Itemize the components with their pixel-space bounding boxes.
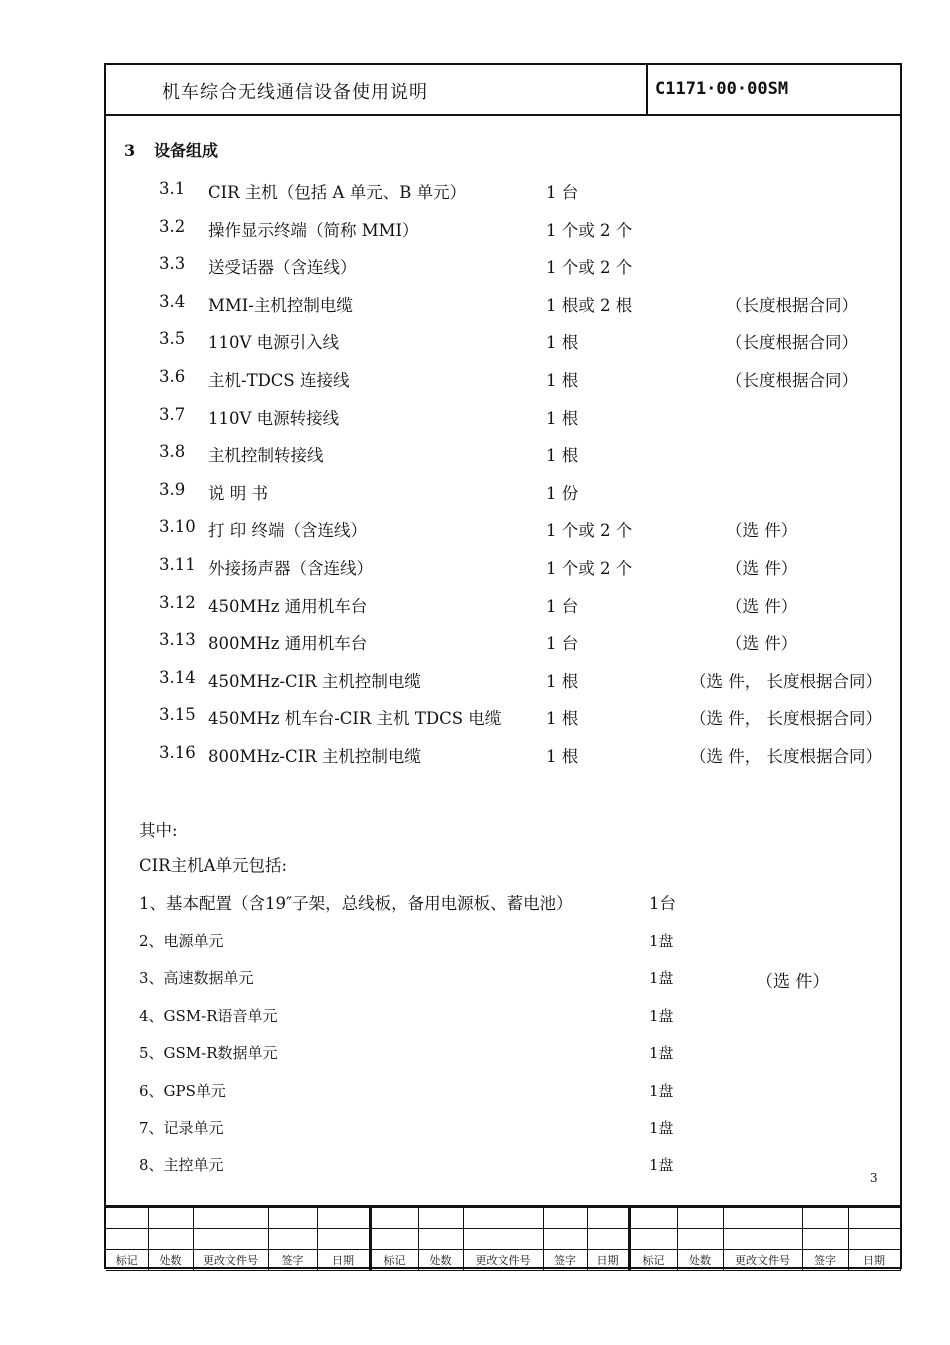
equipment-item: [106, 254, 900, 278]
item-number: 3.12: [159, 592, 196, 612]
item-note: （选 件， 长度根据合同）: [690, 747, 882, 766]
item-number: 3.11: [159, 555, 196, 574]
equipment-item: [106, 442, 900, 466]
revision-label: 签字: [268, 1250, 317, 1271]
equipment-item: [106, 367, 900, 391]
document-code: C1171·00·00SM: [655, 79, 789, 99]
item-note: （选 件， 长度根据合同）: [690, 671, 882, 691]
component-name: 6、GPS单元: [139, 1081, 226, 1100]
item-number: 3.4: [159, 291, 186, 311]
item-quantity: 1 根或 2 根: [546, 295, 633, 315]
revision-label: 处数: [677, 1250, 723, 1271]
item-number: 3.5: [159, 329, 186, 349]
item-name: CIR 主机（包括 A 单元、B 单元）: [208, 183, 467, 202]
base-config-qty: 1台: [649, 894, 676, 913]
item-number: 3.7: [159, 404, 186, 424]
revision-label: 标记: [106, 1250, 148, 1271]
revision-label: 处数: [148, 1250, 193, 1271]
equipment-item: [106, 743, 900, 767]
item-quantity: 1 个或 2 个: [546, 220, 633, 240]
item-quantity: 1 份: [546, 483, 579, 503]
item-quantity: 1 台: [546, 634, 579, 654]
page-number: 3: [870, 1171, 878, 1185]
item-quantity: 1 台: [546, 183, 579, 202]
revision-label: 日期: [317, 1250, 370, 1271]
component-name: 7、记录单元: [139, 1119, 224, 1137]
item-quantity: 1 根: [546, 747, 579, 766]
component-item: [106, 967, 900, 993]
item-quantity: 1 根: [546, 446, 579, 466]
item-quantity: 1 根: [546, 408, 579, 428]
component-quantity: 1盘: [649, 1081, 674, 1100]
item-note: （长度根据合同）: [726, 371, 858, 390]
item-note: （选 件）: [726, 559, 798, 578]
revision-label-row: [106, 1250, 900, 1271]
component-item: [106, 1154, 900, 1176]
item-name: 主机-TDCS 连接线: [208, 371, 350, 390]
revision-label: 更改文件号: [193, 1250, 268, 1271]
item-note: （长度根据合同）: [726, 333, 858, 353]
item-name: 送受话器（含连线）: [208, 258, 357, 278]
item-name: 操作显示终端（简称 MMI）: [208, 220, 419, 240]
equipment-item: [106, 630, 900, 654]
document-title: 机车综合无线通信设备使用说明: [162, 82, 428, 103]
item-number: 3.14: [159, 667, 196, 687]
revision-label: 标记: [370, 1250, 418, 1271]
item-name: 打 印 终端（含连线）: [208, 521, 367, 541]
item-number: 3.13: [159, 630, 196, 650]
item-quantity: 1 个或 2 个: [546, 258, 633, 278]
sub-heading: CIR主机A单元包括:: [139, 856, 288, 875]
item-quantity: 1 根: [546, 371, 579, 390]
item-number: 3.16: [159, 743, 196, 762]
item-note: （选 件）: [726, 596, 798, 616]
item-name: 450MHz 机车台-CIR 主机 TDCS 电缆: [208, 709, 502, 729]
item-number: 3.15: [159, 705, 196, 725]
equipment-item: [106, 217, 900, 241]
revision-label: 更改文件号: [463, 1250, 543, 1271]
component-item: [106, 1117, 900, 1139]
revision-label: 签字: [802, 1250, 848, 1271]
revision-row: [106, 1229, 900, 1250]
component-name: 2、电源单元: [139, 932, 224, 950]
revision-label: 标记: [629, 1250, 677, 1271]
component-name: 8、主控单元: [139, 1156, 224, 1175]
item-number: 3.2: [159, 216, 186, 236]
item-name: MMI-主机控制电缆: [208, 295, 353, 315]
equipment-item: [106, 705, 900, 729]
item-name: 外接扬声器（含连线）: [208, 559, 373, 578]
sub-intro: 其中:: [139, 821, 178, 840]
base-config-line: 1、基本配置（含19″子架，总线板，备用电源板、蓄电池）: [139, 894, 573, 913]
header-divider: [646, 65, 648, 114]
item-note: （选 件）: [726, 521, 798, 541]
item-name: 主机控制转接线: [208, 446, 324, 466]
equipment-item: [106, 480, 900, 504]
section-heading: [124, 138, 218, 161]
equipment-item: [106, 292, 900, 316]
item-number: 3.3: [159, 254, 186, 274]
item-name: 800MHz 通用机车台: [208, 634, 368, 654]
equipment-item: [106, 593, 900, 617]
component-quantity: 1盘: [649, 1156, 674, 1175]
component-quantity: 1盘: [649, 932, 674, 950]
item-quantity: 1 台: [546, 596, 579, 616]
item-quantity: 1 个或 2 个: [546, 521, 633, 541]
item-number: 3.6: [159, 367, 186, 386]
component-quantity: 1盘: [649, 1006, 674, 1025]
section-title: 设备组成: [154, 141, 219, 160]
item-quantity: 1 根: [546, 709, 579, 729]
item-number: 3.9: [159, 479, 186, 499]
equipment-item: [106, 179, 900, 203]
item-quantity: 1 个或 2 个: [546, 559, 633, 578]
item-quantity: 1 根: [546, 671, 579, 691]
item-number: 3.8: [159, 442, 186, 462]
document-frame: [104, 63, 902, 1269]
revision-row: [106, 1208, 900, 1229]
component-quantity: 1盘: [649, 1119, 674, 1137]
section-number: 3: [124, 141, 136, 160]
item-number: 3.1: [159, 179, 186, 198]
item-note: （长度根据合同）: [726, 295, 858, 315]
component-quantity: 1盘: [649, 969, 674, 988]
item-number: 3.10: [159, 517, 196, 537]
revision-label: 更改文件号: [723, 1250, 802, 1271]
item-quantity: 1 根: [546, 333, 579, 353]
revision-table: [106, 1205, 900, 1269]
component-name: 5、GSM-R数据单元: [139, 1044, 278, 1063]
revision-label: 签字: [543, 1250, 587, 1271]
component-note: （选 件）: [756, 972, 830, 993]
item-note: （选 件， 长度根据合同）: [690, 709, 882, 729]
revision-label: 日期: [848, 1250, 900, 1271]
document-header: [106, 65, 900, 116]
component-name: 4、GSM-R语音单元: [139, 1006, 278, 1025]
item-name: 450MHz 通用机车台: [208, 596, 368, 616]
equipment-item: [106, 517, 900, 541]
revision-label: 日期: [587, 1250, 629, 1271]
component-quantity: 1盘: [649, 1044, 674, 1063]
equipment-item: [106, 668, 900, 692]
equipment-item: [106, 405, 900, 429]
equipment-item: [106, 329, 900, 353]
item-name: 110V 电源转接线: [208, 408, 340, 428]
component-item: [106, 1005, 900, 1027]
equipment-item: [106, 555, 900, 579]
component-item: [106, 930, 900, 952]
item-name: 450MHz-CIR 主机控制电缆: [208, 671, 421, 691]
component-item: [106, 1080, 900, 1102]
item-name: 110V 电源引入线: [208, 333, 340, 353]
component-item: [106, 1042, 900, 1064]
component-name: 3、高速数据单元: [139, 969, 254, 988]
revision-label: 处数: [418, 1250, 463, 1271]
item-note: （选 件）: [726, 634, 798, 654]
item-name: 说 明 书: [208, 483, 268, 503]
item-name: 800MHz-CIR 主机控制电缆: [208, 747, 421, 766]
